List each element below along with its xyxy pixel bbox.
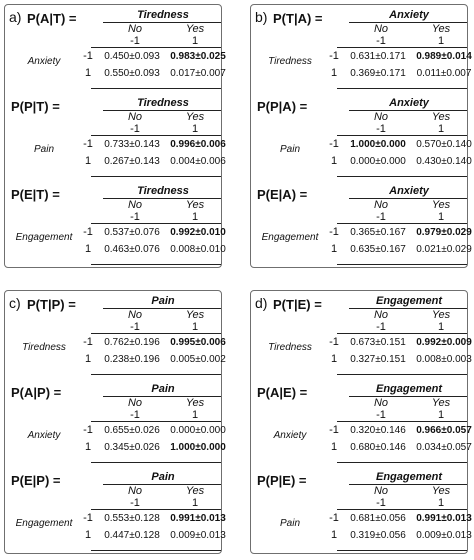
- probability-expression: P(E|A) =: [257, 187, 308, 202]
- row-level: -1: [329, 336, 339, 348]
- table-rule-mid: [337, 421, 467, 422]
- column-header-no: No: [127, 111, 143, 123]
- table-rule-bottom: [91, 462, 221, 463]
- probability-cell: 0.680±0.146: [350, 442, 406, 453]
- column-header-yes: Yes: [431, 397, 451, 409]
- probability-expression: P(A|P) =: [11, 385, 62, 400]
- probability-expression: P(A|E) =: [257, 385, 308, 400]
- row-variable-label: Anxiety: [27, 56, 61, 67]
- probability-cell: 0.008±0.010: [170, 244, 226, 255]
- column-header-yes: Yes: [431, 199, 451, 211]
- table-rule-bottom: [337, 374, 467, 375]
- probability-cell: 0.008±0.003: [416, 354, 472, 365]
- probability-table: [5, 181, 226, 269]
- table-rule-mid: [337, 223, 467, 224]
- table-rule-bottom: [337, 550, 467, 551]
- column-level-no: -1: [376, 211, 386, 223]
- row-level: -1: [83, 50, 93, 62]
- probability-cell: 0.009±0.013: [416, 530, 472, 541]
- probability-cell: 0.995±0.006: [170, 337, 226, 348]
- probability-cell: 0.553±0.128: [104, 513, 160, 524]
- row-level: 1: [330, 243, 338, 255]
- conditioning-variable-title: Anxiety: [389, 9, 429, 21]
- probability-cell: 0.365±0.167: [350, 227, 406, 238]
- probability-cell: 0.992±0.010: [170, 227, 226, 238]
- probability-expression: P(T|E) =: [273, 297, 322, 312]
- row-variable-label: Engagement: [261, 232, 319, 243]
- column-header-yes: Yes: [431, 111, 451, 123]
- table-panel: [250, 290, 472, 554]
- column-header-no: No: [127, 485, 143, 497]
- column-header-no: No: [127, 23, 143, 35]
- row-level: 1: [84, 155, 92, 167]
- probability-cell: 0.681±0.056: [350, 513, 406, 524]
- column-header-no: No: [373, 397, 389, 409]
- probability-cell: 0.011±0.007: [416, 68, 472, 79]
- probability-table: [5, 5, 226, 93]
- probability-table: [5, 291, 226, 379]
- conditioning-variable-title: Tiredness: [137, 97, 189, 109]
- probability-cell: 0.319±0.056: [350, 530, 406, 541]
- column-level-yes: 1: [437, 211, 445, 223]
- probability-cell: 1.000±0.000: [350, 139, 406, 150]
- row-variable-label: Anxiety: [273, 430, 307, 441]
- row-level: 1: [84, 243, 92, 255]
- column-header-no: No: [373, 23, 389, 35]
- row-level: 1: [330, 353, 338, 365]
- row-level: -1: [329, 424, 339, 436]
- column-level-no: -1: [376, 35, 386, 47]
- probability-cell: 0.450±0.093: [104, 51, 160, 62]
- probability-cell: 0.989±0.014: [416, 51, 472, 62]
- probability-cell: 0.762±0.196: [104, 337, 160, 348]
- row-variable-label: Tiredness: [22, 342, 66, 353]
- table-rule-bottom: [91, 88, 221, 89]
- column-level-yes: 1: [437, 123, 445, 135]
- probability-expression: P(P|T) =: [11, 99, 60, 114]
- probability-cell: 0.570±0.140: [416, 139, 472, 150]
- conditioning-variable-title: Tiredness: [137, 9, 189, 21]
- probability-cell: 0.655±0.026: [104, 425, 160, 436]
- probability-cell: 0.005±0.002: [170, 354, 226, 365]
- column-header-yes: Yes: [185, 111, 205, 123]
- table-rule-mid: [337, 333, 467, 334]
- probability-expression: P(E|P) =: [11, 473, 61, 488]
- row-variable-label: Pain: [279, 144, 300, 155]
- probability-cell: 0.034±0.057: [416, 442, 472, 453]
- probability-table: [251, 291, 472, 379]
- column-level-no: -1: [376, 123, 386, 135]
- conditioning-variable-title: Anxiety: [389, 97, 429, 109]
- probability-table: [251, 467, 472, 555]
- column-header-yes: Yes: [431, 23, 451, 35]
- column-header-yes: Yes: [185, 199, 205, 211]
- probability-cell: 0.369±0.171: [350, 68, 406, 79]
- table-rule-mid: [91, 421, 221, 422]
- row-variable-label: Tiredness: [268, 56, 312, 67]
- probability-table: [5, 93, 226, 181]
- table-rule-mid: [91, 47, 221, 48]
- row-level: 1: [330, 155, 338, 167]
- column-level-no: -1: [130, 321, 140, 333]
- probability-cell: 0.021±0.029: [416, 244, 472, 255]
- row-variable-label: Pain: [33, 144, 54, 155]
- row-variable-label: Anxiety: [27, 430, 61, 441]
- probability-cell: 0.017±0.007: [170, 68, 226, 79]
- table-rule-bottom: [337, 88, 467, 89]
- conditioning-variable-title: Engagement: [375, 295, 442, 307]
- row-level: 1: [84, 529, 92, 541]
- column-level-no: -1: [130, 35, 140, 47]
- row-level: -1: [329, 512, 339, 524]
- probability-cell: 1.000±0.000: [170, 442, 226, 453]
- table-panel: [4, 4, 226, 268]
- probability-cell: 0.991±0.013: [170, 513, 226, 524]
- conditioning-variable-title: Engagement: [375, 471, 442, 483]
- row-variable-label: Pain: [279, 518, 300, 529]
- table-rule-bottom: [91, 550, 221, 551]
- probability-cell: 0.983±0.025: [170, 51, 226, 62]
- column-level-no: -1: [130, 497, 140, 509]
- probability-cell: 0.673±0.151: [350, 337, 406, 348]
- row-level: -1: [329, 226, 339, 238]
- column-level-no: -1: [130, 409, 140, 421]
- probability-cell: 0.430±0.140: [416, 156, 472, 167]
- column-level-yes: 1: [191, 497, 199, 509]
- row-level: -1: [329, 138, 339, 150]
- column-header-yes: Yes: [185, 485, 205, 497]
- column-level-yes: 1: [191, 35, 199, 47]
- probability-expression: P(P|A) =: [257, 99, 308, 114]
- column-level-yes: 1: [437, 409, 445, 421]
- table-rule-bottom: [91, 176, 221, 177]
- probability-expression: P(P|E) =: [257, 473, 307, 488]
- table-rule-bottom: [337, 462, 467, 463]
- probability-expression: P(A|T) =: [27, 11, 77, 26]
- panel-label: d): [255, 295, 268, 311]
- row-level: -1: [83, 336, 93, 348]
- row-level: -1: [83, 512, 93, 524]
- probability-expression: P(E|T) =: [11, 187, 60, 202]
- probability-table: [5, 467, 226, 555]
- column-header-yes: Yes: [185, 397, 205, 409]
- table-rule-mid: [337, 509, 467, 510]
- column-header-no: No: [127, 199, 143, 211]
- column-level-yes: 1: [191, 409, 199, 421]
- probability-table: [5, 379, 226, 467]
- row-level: 1: [84, 67, 92, 79]
- row-variable-label: Engagement: [15, 232, 73, 243]
- column-header-no: No: [127, 309, 143, 321]
- probability-expression: P(T|P) =: [27, 297, 76, 312]
- probability-cell: 0.004±0.006: [170, 156, 226, 167]
- conditioning-variable-title: Tiredness: [137, 185, 189, 197]
- table-rule-mid: [91, 509, 221, 510]
- table-panel: [4, 290, 226, 554]
- probability-cell: 0.000±0.000: [350, 156, 406, 167]
- probability-cell: 0.631±0.171: [350, 51, 406, 62]
- table-rule-mid: [91, 333, 221, 334]
- column-header-no: No: [373, 485, 389, 497]
- row-level: -1: [83, 226, 93, 238]
- table-rule-mid: [91, 135, 221, 136]
- column-level-no: -1: [376, 321, 386, 333]
- table-rule-bottom: [91, 264, 221, 265]
- table-rule-bottom: [337, 176, 467, 177]
- row-variable-label: Tiredness: [268, 342, 312, 353]
- probability-cell: 0.550±0.093: [104, 68, 160, 79]
- probability-cell: 0.000±0.000: [170, 425, 226, 436]
- column-header-yes: Yes: [185, 23, 205, 35]
- column-level-no: -1: [130, 211, 140, 223]
- column-header-yes: Yes: [185, 309, 205, 321]
- column-header-no: No: [373, 111, 389, 123]
- row-level: 1: [330, 441, 338, 453]
- probability-cell: 0.979±0.029: [416, 227, 472, 238]
- probability-table: [251, 379, 472, 467]
- column-level-no: -1: [376, 409, 386, 421]
- row-level: -1: [83, 138, 93, 150]
- panel-label: b): [255, 9, 268, 25]
- row-level: 1: [84, 353, 92, 365]
- probability-cell: 0.327±0.151: [350, 354, 406, 365]
- probability-cell: 0.320±0.146: [350, 425, 406, 436]
- table-rule-bottom: [337, 264, 467, 265]
- row-variable-label: Engagement: [15, 518, 73, 529]
- probability-cell: 0.733±0.143: [104, 139, 160, 150]
- table-rule-mid: [337, 135, 467, 136]
- probability-expression: P(T|A) =: [273, 11, 323, 26]
- conditioning-variable-title: Pain: [151, 471, 175, 483]
- column-level-yes: 1: [437, 35, 445, 47]
- probability-cell: 0.992±0.009: [416, 337, 472, 348]
- column-level-yes: 1: [191, 211, 199, 223]
- column-header-no: No: [127, 397, 143, 409]
- probability-table: [251, 93, 472, 181]
- probability-cell: 0.996±0.006: [170, 139, 226, 150]
- probability-cell: 0.238±0.196: [104, 354, 160, 365]
- conditioning-variable-title: Pain: [151, 383, 175, 395]
- probability-cell: 0.463±0.076: [104, 244, 160, 255]
- panel-label: c): [9, 295, 21, 311]
- column-level-yes: 1: [191, 321, 199, 333]
- probability-table: [251, 181, 472, 269]
- column-level-no: -1: [376, 497, 386, 509]
- panel-label: a): [9, 9, 22, 25]
- column-level-yes: 1: [437, 321, 445, 333]
- column-level-yes: 1: [437, 497, 445, 509]
- column-level-no: -1: [130, 123, 140, 135]
- column-header-no: No: [373, 199, 389, 211]
- column-header-no: No: [373, 309, 389, 321]
- column-header-yes: Yes: [431, 485, 451, 497]
- table-panel: [250, 4, 472, 268]
- conditioning-variable-title: Pain: [151, 295, 175, 307]
- probability-cell: 0.345±0.026: [104, 442, 160, 453]
- probability-cell: 0.447±0.128: [104, 530, 160, 541]
- probability-cell: 0.635±0.167: [350, 244, 406, 255]
- column-level-yes: 1: [191, 123, 199, 135]
- conditioning-variable-title: Engagement: [375, 383, 442, 395]
- row-level: 1: [84, 441, 92, 453]
- row-level: 1: [330, 529, 338, 541]
- table-rule-bottom: [91, 374, 221, 375]
- row-level: -1: [329, 50, 339, 62]
- probability-cell: 0.267±0.143: [104, 156, 160, 167]
- column-header-yes: Yes: [431, 309, 451, 321]
- probability-table: [251, 5, 472, 93]
- row-level: 1: [330, 67, 338, 79]
- probability-cell: 0.009±0.013: [170, 530, 226, 541]
- table-rule-mid: [91, 223, 221, 224]
- conditioning-variable-title: Anxiety: [389, 185, 429, 197]
- table-rule-mid: [337, 47, 467, 48]
- probability-cell: 0.966±0.057: [416, 425, 472, 436]
- row-level: -1: [83, 424, 93, 436]
- probability-cell: 0.537±0.076: [104, 227, 160, 238]
- probability-cell: 0.991±0.013: [416, 513, 472, 524]
